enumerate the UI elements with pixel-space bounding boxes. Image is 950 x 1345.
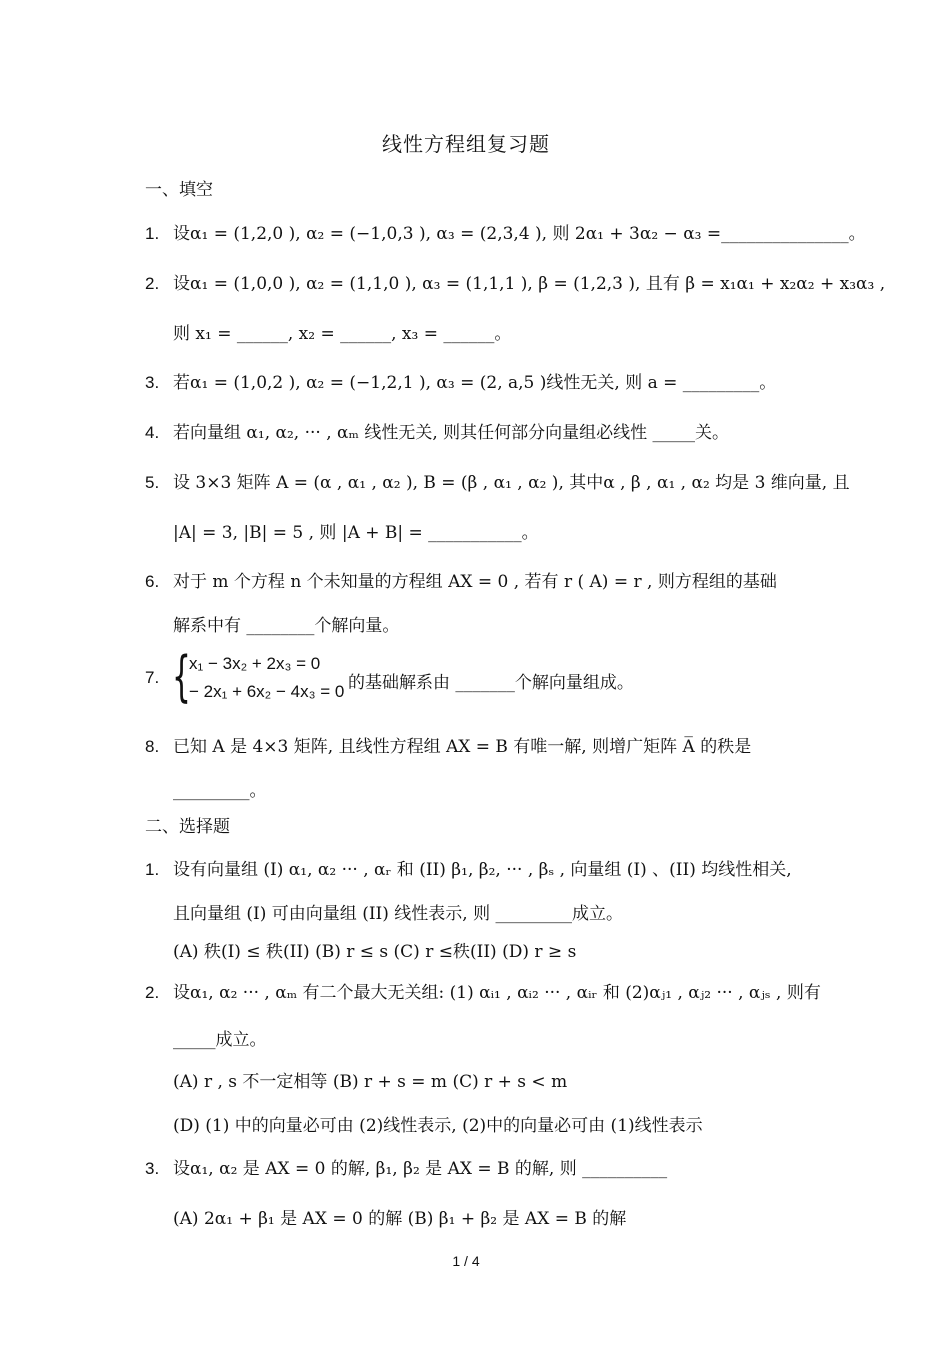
question-text: 设α₁, α₂ 是 AX = 0 的解, β₁, β₂ 是 AX = B 的解, 则 __________ [173,1159,668,1179]
question-text: 若向量组 α₁, α₂, ··· , αₘ 线性无关, 则其任何部分向量组必线性 _____关。 [173,423,730,443]
section-heading-fill-in: 一、填空 [145,180,213,200]
choice-question-3-options: (A) 2α₁ + β₁ 是 AX = 0 的解 (B) β₁ + β₂ 是 AX = B 的解 [173,1209,627,1229]
fill-question-2 [145,269,886,294]
question-text: 的基础解系由 _______个解向量组成。 [348,673,634,693]
fill-question-5-continued: |A| = 3, |B| = 5 , 则 |A + B| = ___________。 [173,523,539,543]
document-title: 线性方程组复习题 [382,132,550,156]
fill-question-6-continued: 解系中有 ________个解向量。 [173,616,400,636]
fill-question-7 [145,645,845,710]
question-text: 设α₁ = (1,2,0 ), α₂ = (−1,0,3 ), α₃ = (2,3,4 ), 则 2α₁ + 3α₂ − α₃ =_______________。 [173,224,866,244]
choice-question-3 [145,1154,810,1179]
question-number: 8. [145,737,160,756]
choice-question-2 [145,978,821,1003]
question-number: 5. [145,473,160,492]
fill-question-5 [145,468,850,493]
choice-question-1 [145,855,810,880]
choice-question-2-continued: _____成立。 [173,1030,267,1050]
question-number: 2. [145,274,160,293]
question-number: 4. [145,423,160,442]
fill-question-3 [145,368,810,393]
question-text: 设α₁ = (1,0,0 ), α₂ = (1,1,0 ), α₃ = (1,1,1 ), β = (1,2,3 ), 且有 β = x₁α₁ + x₂α₂ + x₃α₃ , [173,274,886,294]
fill-question-6 [145,567,810,592]
section-heading-choice: 二、选择题 [145,817,230,837]
question-number: 2. [145,983,160,1002]
fill-question-8 [145,732,810,757]
question-text: 若α₁ = (1,0,2 ), α₂ = (−1,2,1 ), α₃ = (2, a,5 )线性无关, 则 a = _________。 [173,373,777,393]
question-number: 1. [145,224,160,243]
choice-question-2-options: (A) r , s 不一定相等 (B) r + s = m (C) r + s < m [173,1072,568,1092]
fill-question-4 [145,418,810,443]
choice-question-1-options: (A) 秩(I) ≤ 秩(II) (B) r ≤ s (C) r ≤秩(II) (D) r ≥ s [173,942,577,962]
question-number: 3. [145,373,160,392]
question-text: 已知 A 是 4×3 矩阵, 且线性方程组 AX = B 有唯一解, 则增广矩阵 A̅ 的秩是 [173,737,752,757]
question-text: 设 3×3 矩阵 A = (α , α₁ , α₂ ), B = (β , α₁ , α₂ ), 其中α , β , α₁ , α₂ 均是 3 维向量, 且 [173,473,850,493]
question-number: 3. [145,1159,160,1178]
fill-question-1 [145,219,866,244]
question-number: 6. [145,572,160,591]
choice-question-1-continued: 且向量组 (I) 可由向量组 (II) 线性表示, 则 _________成立。 [173,904,624,924]
fill-question-8-continued: _________。 [173,781,267,801]
question-text: 对于 m 个方程 n 个未知量的方程组 AX = 0 , 若有 r ( A) = r , 则方程组的基础 [173,572,777,592]
question-text: 设α₁, α₂ ··· , αₘ 有二个最大无关组: (1) αᵢ₁ , αᵢ₂ ··· , αᵢᵣ 和 (2)αⱼ₁ , αⱼ₂ ··· , αⱼₛ , 则有 [173,983,821,1003]
question-number: 7. [145,668,160,687]
left-brace-icon: { [172,645,191,708]
equation-1: x₁ − 3x₂ + 2x₃ = 0 [189,654,321,673]
page-number: 1 / 4 [452,1253,480,1269]
fill-question-2-continued: 则 x₁ = ______, x₂ = ______, x₃ = ______。 [173,324,512,344]
equation-2: − 2x₁ + 6x₂ − 4x₃ = 0 [189,682,345,701]
choice-question-2-option-d: (D) (1) 中的向量必可由 (2)线性表示, (2)中的向量必可由 (1)线性表示 [173,1116,703,1136]
question-number: 1. [145,860,160,879]
question-text: 设有向量组 (I) α₁, α₂ ··· , αᵣ 和 (II) β₁, β₂, ··· , βₛ , 向量组 (I) 、(II) 均线性相关, [173,860,792,880]
